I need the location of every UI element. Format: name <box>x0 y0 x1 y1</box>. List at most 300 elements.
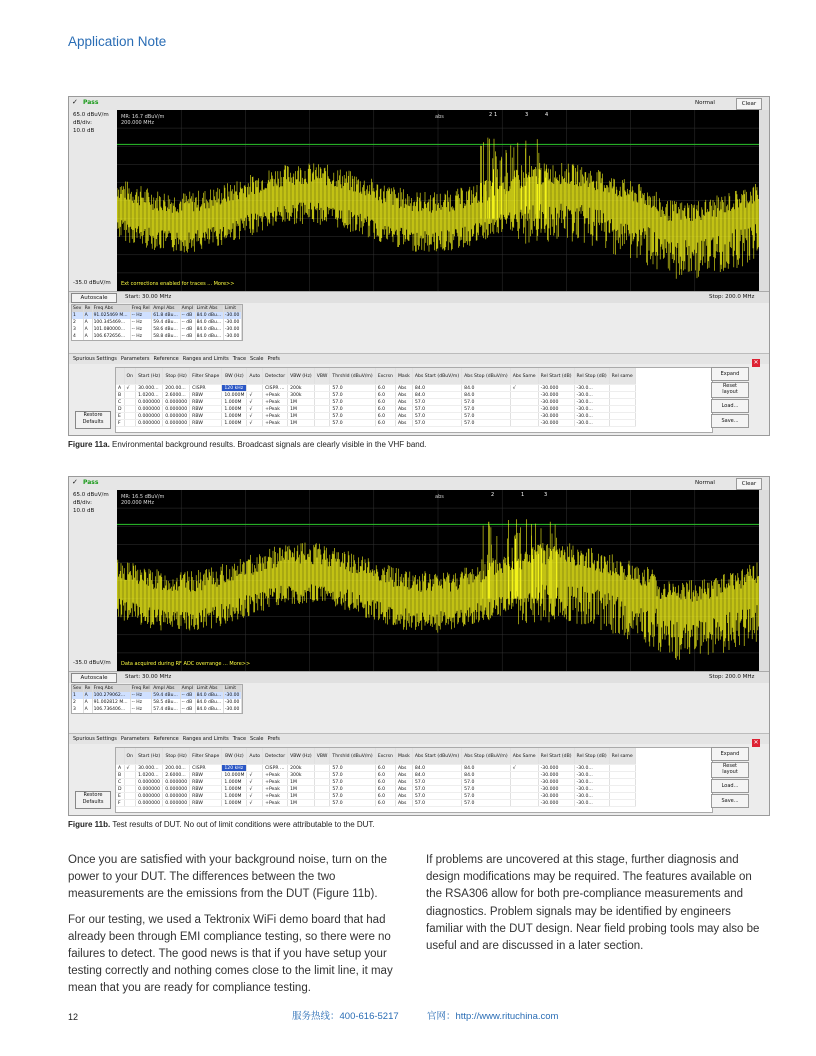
limits-cell[interactable]: 300k <box>288 772 315 779</box>
spectrum-plot[interactable] <box>117 490 759 671</box>
limits-cell[interactable]: +Peak <box>263 772 288 779</box>
limits-cell[interactable]: 57.0 <box>330 392 375 399</box>
limits-cell[interactable]: 57.0 <box>462 406 511 413</box>
limits-cell[interactable]: RBW <box>190 779 222 786</box>
limits-cell[interactable] <box>609 413 635 420</box>
restore-defaults-button[interactable]: Restore Defaults <box>75 791 111 809</box>
table-row[interactable] <box>116 772 635 779</box>
tab[interactable]: Reference <box>153 736 179 742</box>
restore-defaults-button[interactable]: Restore Defaults <box>75 411 111 429</box>
limits-cell[interactable] <box>609 779 635 786</box>
limits-cell[interactable]: RBW <box>190 800 222 807</box>
limits-cell[interactable]: -30.0... <box>574 800 609 807</box>
limits-cell[interactable]: 120 kHz <box>222 385 247 392</box>
limits-cell[interactable]: -30.0... <box>574 765 609 772</box>
limits-cell[interactable]: CISPR ... <box>263 385 288 392</box>
limits-cell[interactable]: √ <box>247 786 263 793</box>
limits-cell[interactable]: F <box>116 420 124 427</box>
limits-cell[interactable]: 57.0 <box>412 406 461 413</box>
limits-cell[interactable]: 57.0 <box>462 420 511 427</box>
limits-cell[interactable]: √ <box>124 385 136 392</box>
limits-cell[interactable] <box>510 786 538 793</box>
limits-cell[interactable]: 57.0 <box>330 779 375 786</box>
limits-cell[interactable]: 57.0 <box>412 793 461 800</box>
limits-cell[interactable] <box>609 406 635 413</box>
limits-cell[interactable]: 200k <box>288 385 315 392</box>
limits-cell[interactable]: 1M <box>288 786 315 793</box>
limits-cell[interactable]: 84.0 <box>412 772 461 779</box>
limits-cell[interactable]: 0.000000 <box>163 793 190 800</box>
limits-cell[interactable]: Abs <box>395 793 412 800</box>
limits-cell[interactable]: C <box>116 779 124 786</box>
limits-cell[interactable]: 84.0 <box>412 392 461 399</box>
limits-cell[interactable]: Abs <box>395 786 412 793</box>
start-frequency[interactable]: Start: 30.00 MHz <box>125 674 172 680</box>
limits-cell[interactable] <box>314 413 330 420</box>
limits-cell[interactable]: 57.0 <box>330 385 375 392</box>
limits-cell[interactable]: B <box>116 772 124 779</box>
limits-cell[interactable]: 6.0 <box>375 800 395 807</box>
limits-cell[interactable]: 57.0 <box>330 800 375 807</box>
stop-frequency[interactable]: Stop: 200.0 MHz <box>709 674 755 680</box>
limits-cell[interactable]: +Peak <box>263 399 288 406</box>
table-row[interactable] <box>116 413 635 420</box>
limits-cell[interactable] <box>510 406 538 413</box>
limits-cell[interactable]: 1.000M <box>222 399 247 406</box>
table-row[interactable] <box>72 706 242 713</box>
limits-cell[interactable]: -30.000 <box>538 392 574 399</box>
limits-cell[interactable]: RBW <box>190 399 222 406</box>
limits-cell[interactable]: 0.000000 <box>136 793 163 800</box>
limits-cell[interactable] <box>124 793 136 800</box>
limits-cell[interactable]: -30.000 <box>538 779 574 786</box>
limits-cell[interactable]: 57.0 <box>462 793 511 800</box>
limits-cell[interactable] <box>124 413 136 420</box>
limits-cell[interactable] <box>609 793 635 800</box>
table-row[interactable] <box>116 392 635 399</box>
table-row[interactable] <box>72 319 242 326</box>
limits-cell[interactable] <box>124 800 136 807</box>
limits-cell[interactable]: 57.0 <box>462 800 511 807</box>
table-row[interactable] <box>116 793 635 800</box>
limits-cell[interactable]: 0.000000 <box>136 786 163 793</box>
limits-cell[interactable]: E <box>116 413 124 420</box>
limits-cell[interactable]: 0.000000 <box>136 420 163 427</box>
limits-cell[interactable]: -30.0... <box>574 413 609 420</box>
limits-cell[interactable] <box>314 779 330 786</box>
limits-cell[interactable] <box>609 772 635 779</box>
limits-cell[interactable]: 1M <box>288 406 315 413</box>
limits-cell[interactable]: -30.000 <box>538 765 574 772</box>
peak-marker[interactable]: 4 <box>545 112 549 118</box>
save-button[interactable]: Save... <box>711 794 749 808</box>
limits-cell[interactable]: 57.0 <box>330 399 375 406</box>
limits-cell[interactable]: 57.0 <box>462 786 511 793</box>
start-frequency[interactable]: Start: 30.00 MHz <box>125 294 172 300</box>
limits-cell[interactable]: 57.0 <box>412 800 461 807</box>
limits-cell[interactable]: +Peak <box>263 786 288 793</box>
limits-cell[interactable]: D <box>116 406 124 413</box>
limits-cell[interactable] <box>314 399 330 406</box>
limits-cell[interactable]: Abs <box>395 772 412 779</box>
limits-cell[interactable]: -30.0... <box>574 385 609 392</box>
tab[interactable]: Ranges and Limits <box>182 736 229 742</box>
limits-cell[interactable]: +Peak <box>263 392 288 399</box>
expand-button[interactable]: Expand <box>711 367 749 381</box>
limits-cell[interactable]: 0.000000 <box>163 399 190 406</box>
limits-cell[interactable]: 57.0 <box>462 399 511 406</box>
limits-cell[interactable]: 1M <box>288 800 315 807</box>
limits-cell[interactable]: 84.0 <box>462 385 511 392</box>
limits-cell[interactable]: -30.000 <box>538 406 574 413</box>
limits-cell[interactable]: 6.0 <box>375 793 395 800</box>
footer-website[interactable]: 官网：http://www.rituchina.com <box>427 1011 559 1022</box>
table-row[interactable] <box>116 779 635 786</box>
limits-cell[interactable]: 0.000000 <box>136 406 163 413</box>
limits-cell[interactable]: 0.000000 <box>136 779 163 786</box>
limits-cell[interactable]: 200.00... <box>163 765 190 772</box>
limits-cell[interactable]: 6.0 <box>375 392 395 399</box>
clear-button[interactable]: Clear <box>736 98 762 110</box>
limits-cell[interactable]: RBW <box>190 413 222 420</box>
limits-cell[interactable] <box>124 786 136 793</box>
limits-cell[interactable]: D <box>116 786 124 793</box>
spectrum-plot[interactable] <box>117 110 759 291</box>
limits-cell[interactable]: 1.0200... <box>136 772 163 779</box>
table-row[interactable] <box>116 420 635 427</box>
limits-cell[interactable]: -30.000 <box>538 772 574 779</box>
limits-cell[interactable]: +Peak <box>263 779 288 786</box>
limits-cell[interactable]: 2.6000... <box>163 392 190 399</box>
autoscale-button[interactable]: Autoscale <box>71 673 117 683</box>
vertical-scrollbar[interactable] <box>759 110 769 291</box>
limits-cell[interactable]: 6.0 <box>375 399 395 406</box>
limits-cell[interactable]: 6.0 <box>375 385 395 392</box>
limits-cell[interactable] <box>124 779 136 786</box>
limits-cell[interactable]: -30.000 <box>538 800 574 807</box>
table-row[interactable] <box>72 699 242 706</box>
limits-cell[interactable]: CISPR ... <box>263 765 288 772</box>
limits-cell[interactable]: -30.000 <box>538 399 574 406</box>
limits-cell[interactable]: Abs <box>395 420 412 427</box>
limits-cell[interactable]: +Peak <box>263 793 288 800</box>
limits-cell[interactable] <box>510 800 538 807</box>
db-div-value[interactable]: 10.0 dB <box>73 128 95 134</box>
limits-cell[interactable] <box>314 800 330 807</box>
table-row[interactable] <box>72 326 242 333</box>
limits-cell[interactable]: Abs <box>395 765 412 772</box>
tab[interactable]: Prefs <box>267 736 280 742</box>
limits-cell[interactable]: Abs <box>395 779 412 786</box>
limits-cell[interactable]: 200.00... <box>163 385 190 392</box>
limits-cell[interactable]: 84.0 <box>412 385 461 392</box>
tab[interactable]: Ranges and Limits <box>182 356 229 362</box>
limits-cell[interactable]: 6.0 <box>375 413 395 420</box>
limits-cell[interactable] <box>247 765 263 772</box>
tab[interactable]: Scale <box>250 736 264 742</box>
ref-level[interactable]: 65.0 dBuV/m <box>73 492 109 498</box>
limits-cell[interactable]: -30.0... <box>574 406 609 413</box>
peak-marker[interactable]: 3 <box>544 492 548 498</box>
limits-cell[interactable]: 1M <box>288 399 315 406</box>
limits-cell[interactable] <box>510 793 538 800</box>
limits-cell[interactable] <box>609 399 635 406</box>
limits-cell[interactable]: √ <box>247 779 263 786</box>
limits-cell[interactable]: 0.000000 <box>163 779 190 786</box>
limits-cell[interactable] <box>314 772 330 779</box>
limits-cell[interactable]: Abs <box>395 406 412 413</box>
limits-cell[interactable]: 57.0 <box>330 793 375 800</box>
limits-cell[interactable]: 84.0 <box>412 765 461 772</box>
limits-cell[interactable]: -30.0... <box>574 793 609 800</box>
limits-cell[interactable]: 6.0 <box>375 779 395 786</box>
limits-cell[interactable]: -30.0... <box>574 420 609 427</box>
limits-cell[interactable]: 57.0 <box>412 786 461 793</box>
limits-cell[interactable]: 0.000000 <box>163 420 190 427</box>
limits-cell[interactable]: 0.000000 <box>136 800 163 807</box>
limits-cell[interactable]: 120 kHz <box>222 765 247 772</box>
table-row[interactable] <box>72 692 242 699</box>
limits-cell[interactable]: A <box>116 765 124 772</box>
tab[interactable]: Trace <box>232 736 247 742</box>
limits-cell[interactable]: √ <box>247 800 263 807</box>
limits-cell[interactable]: 10.000M <box>222 392 247 399</box>
limits-cell[interactable] <box>609 800 635 807</box>
limits-cell[interactable]: 1.000M <box>222 793 247 800</box>
limits-cell[interactable] <box>124 420 136 427</box>
limits-cell[interactable]: 57.0 <box>462 413 511 420</box>
limits-cell[interactable] <box>314 793 330 800</box>
limits-cell[interactable]: 1.000M <box>222 779 247 786</box>
limits-cell[interactable]: 57.0 <box>462 779 511 786</box>
limits-cell[interactable] <box>124 406 136 413</box>
tab[interactable]: Spurious Settings <box>73 736 117 742</box>
limits-cell[interactable]: 30.000... <box>136 765 163 772</box>
limits-cell[interactable] <box>609 420 635 427</box>
limits-cell[interactable] <box>124 772 136 779</box>
limits-cell[interactable] <box>609 765 635 772</box>
limits-cell[interactable]: √ <box>247 406 263 413</box>
limits-header: Abs Start (dBuV/m) <box>412 368 461 385</box>
limits-cell[interactable]: √ <box>247 420 263 427</box>
limits-cell[interactable]: 1M <box>288 413 315 420</box>
limits-cell[interactable]: -30.000 <box>538 385 574 392</box>
limits-cell[interactable] <box>510 413 538 420</box>
limits-cell[interactable] <box>314 786 330 793</box>
limits-cell[interactable]: RBW <box>190 406 222 413</box>
warning-message[interactable]: Data acquired during RF ADC overrange ... More>> <box>121 661 251 667</box>
table-row[interactable] <box>72 312 242 319</box>
limits-cell[interactable]: Abs <box>395 413 412 420</box>
limits-cell[interactable] <box>510 772 538 779</box>
limits-cell[interactable]: -30.0... <box>574 786 609 793</box>
limits-cell[interactable]: 6.0 <box>375 406 395 413</box>
table-row[interactable] <box>116 765 635 772</box>
limits-cell[interactable]: -30.000 <box>538 413 574 420</box>
limits-cell[interactable]: Abs <box>395 392 412 399</box>
limits-cell[interactable]: RBW <box>190 772 222 779</box>
limits-cell[interactable]: 200k <box>288 765 315 772</box>
limits-cell[interactable]: +Peak <box>263 420 288 427</box>
expand-button[interactable]: Expand <box>711 747 749 761</box>
limits-cell[interactable]: F <box>116 800 124 807</box>
limits-cell[interactable]: 0.000000 <box>136 413 163 420</box>
limits-cell[interactable]: 1.000M <box>222 413 247 420</box>
ref-level[interactable]: 65.0 dBuV/m <box>73 112 109 118</box>
peak-marker[interactable]: 3 <box>525 112 529 118</box>
tab[interactable]: Prefs <box>267 356 280 362</box>
limits-cell[interactable]: -30.000 <box>538 793 574 800</box>
limits-cell[interactable]: -30.0... <box>574 392 609 399</box>
limits-cell[interactable]: Abs <box>395 800 412 807</box>
limits-cell[interactable]: 57.0 <box>330 765 375 772</box>
limits-cell[interactable]: RBW <box>190 793 222 800</box>
limits-cell[interactable]: 2.6000... <box>163 772 190 779</box>
limits-cell[interactable]: 84.0 <box>462 765 511 772</box>
limits-cell[interactable]: 57.0 <box>412 779 461 786</box>
limits-cell[interactable]: +Peak <box>263 413 288 420</box>
tab[interactable]: Parameters <box>120 736 150 742</box>
clear-button[interactable]: Clear <box>736 478 762 490</box>
limits-cell[interactable]: 1.0200... <box>136 392 163 399</box>
limits-cell[interactable]: -30.0... <box>574 779 609 786</box>
limits-cell[interactable]: √ <box>247 793 263 800</box>
limits-cell[interactable]: 10.000M <box>222 772 247 779</box>
limits-cell[interactable]: √ <box>247 399 263 406</box>
limits-cell[interactable]: √ <box>247 392 263 399</box>
limits-cell[interactable]: 1.000M <box>222 406 247 413</box>
limits-cell[interactable]: 300k <box>288 392 315 399</box>
vertical-scrollbar[interactable] <box>759 490 769 671</box>
limits-cell[interactable]: 6.0 <box>375 420 395 427</box>
limits-cell[interactable]: 1M <box>288 420 315 427</box>
reset-layout-button[interactable]: Reset layout <box>711 762 749 778</box>
limits-cell[interactable]: √ <box>247 772 263 779</box>
limits-cell[interactable]: 57.0 <box>412 420 461 427</box>
limits-cell[interactable]: +Peak <box>263 406 288 413</box>
limits-cell[interactable]: 30.000... <box>136 385 163 392</box>
limits-cell[interactable]: 0.000000 <box>163 800 190 807</box>
tab[interactable]: Reference <box>153 356 179 362</box>
peak-marker[interactable]: 2 <box>489 112 493 118</box>
limits-cell[interactable]: 57.0 <box>330 413 375 420</box>
table-row[interactable] <box>72 333 242 340</box>
tab[interactable]: Spurious Settings <box>73 356 117 362</box>
limits-cell[interactable] <box>510 399 538 406</box>
limits-cell[interactable]: 84.0 <box>462 392 511 399</box>
peak-marker[interactable]: 1 <box>494 112 498 118</box>
peak-marker[interactable]: 1 <box>521 492 525 498</box>
limits-cell[interactable] <box>247 385 263 392</box>
limits-cell[interactable] <box>609 786 635 793</box>
limits-cell[interactable] <box>314 765 330 772</box>
limits-cell[interactable]: CISPR <box>190 765 222 772</box>
limits-cell[interactable]: E <box>116 793 124 800</box>
limits-cell[interactable]: 57.0 <box>330 786 375 793</box>
limits-cell[interactable]: 57.0 <box>330 406 375 413</box>
limits-cell[interactable]: RBW <box>190 420 222 427</box>
limits-cell[interactable] <box>510 392 538 399</box>
limits-cell[interactable]: A <box>116 385 124 392</box>
table-row[interactable] <box>116 399 635 406</box>
limits-cell[interactable]: 6.0 <box>375 772 395 779</box>
limits-cell[interactable]: 57.0 <box>412 413 461 420</box>
limits-cell[interactable]: √ <box>510 385 538 392</box>
save-button[interactable]: Save... <box>711 414 749 428</box>
limits-cell[interactable]: -30.0... <box>574 399 609 406</box>
limits-cell[interactable]: RBW <box>190 392 222 399</box>
db-div-value[interactable]: 10.0 dB <box>73 508 95 514</box>
limits-cell[interactable] <box>314 406 330 413</box>
limits-cell[interactable]: 0.000000 <box>163 786 190 793</box>
limits-cell[interactable]: 84.0 <box>462 772 511 779</box>
limits-cell[interactable]: √ <box>247 413 263 420</box>
reset-layout-button[interactable]: Reset layout <box>711 382 749 398</box>
limits-cell[interactable]: 0.000000 <box>136 399 163 406</box>
close-icon[interactable]: ✕ <box>753 739 759 746</box>
table-row[interactable] <box>116 385 635 392</box>
limits-cell[interactable] <box>124 392 136 399</box>
table-row[interactable] <box>116 786 635 793</box>
limits-cell[interactable]: √ <box>124 765 136 772</box>
tab[interactable]: Trace <box>232 356 247 362</box>
limits-cell[interactable] <box>609 392 635 399</box>
warning-message[interactable]: Ext corrections enabled for traces ... More>> <box>121 281 235 287</box>
autoscale-button[interactable]: Autoscale <box>71 293 117 303</box>
limits-cell[interactable]: Abs <box>395 385 412 392</box>
stop-frequency[interactable]: Stop: 200.0 MHz <box>709 294 755 300</box>
limits-cell[interactable]: 1.000M <box>222 800 247 807</box>
limits-cell[interactable] <box>124 399 136 406</box>
limits-cell[interactable]: √ <box>510 765 538 772</box>
limits-cell[interactable]: 6.0 <box>375 765 395 772</box>
limits-cell[interactable]: 1.000M <box>222 786 247 793</box>
limits-cell[interactable]: 57.0 <box>330 420 375 427</box>
limits-cell[interactable]: -30.000 <box>538 786 574 793</box>
table-row[interactable] <box>116 406 635 413</box>
table-row[interactable] <box>116 800 635 807</box>
limits-cell[interactable]: 0.000000 <box>163 406 190 413</box>
limits-cell[interactable]: 1M <box>288 793 315 800</box>
limits-cell[interactable]: 57.0 <box>330 772 375 779</box>
limits-cell[interactable]: -30.000 <box>538 420 574 427</box>
limits-cell[interactable]: RBW <box>190 786 222 793</box>
limits-cell[interactable] <box>510 420 538 427</box>
limits-cell[interactable]: CISPR <box>190 385 222 392</box>
limits-cell[interactable]: Abs <box>395 399 412 406</box>
limits-cell[interactable]: +Peak <box>263 800 288 807</box>
tab[interactable]: Scale <box>250 356 264 362</box>
limits-cell[interactable]: 0.000000 <box>163 413 190 420</box>
limits-cell[interactable] <box>510 779 538 786</box>
limits-cell[interactable]: -30.0... <box>574 772 609 779</box>
limits-cell[interactable] <box>314 385 330 392</box>
limits-cell[interactable]: C <box>116 399 124 406</box>
peak-marker[interactable]: 2 <box>491 492 495 498</box>
limits-cell[interactable] <box>314 420 330 427</box>
limits-cell[interactable]: 57.0 <box>412 399 461 406</box>
tab[interactable]: Parameters <box>120 356 150 362</box>
limits-cell[interactable] <box>314 392 330 399</box>
limits-cell[interactable]: 1M <box>288 779 315 786</box>
limits-cell[interactable]: B <box>116 392 124 399</box>
limits-cell[interactable]: 6.0 <box>375 786 395 793</box>
load-button[interactable]: Load... <box>711 779 749 793</box>
limits-cell[interactable]: 1.000M <box>222 420 247 427</box>
limits-cell[interactable] <box>609 385 635 392</box>
load-button[interactable]: Load... <box>711 399 749 413</box>
close-icon[interactable]: ✕ <box>753 359 759 366</box>
